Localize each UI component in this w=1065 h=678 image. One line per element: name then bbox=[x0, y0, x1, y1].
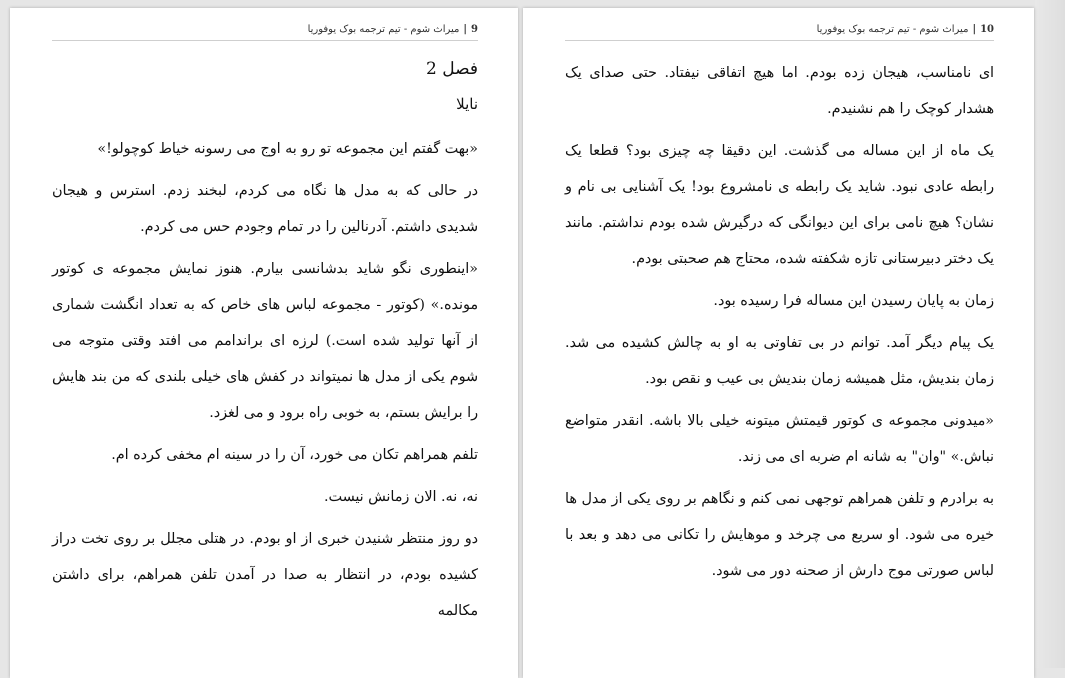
paragraph: دو روز منتظر شنیدن خبری از او بودم. در هتلی مجلل بر روی تخت دراز کشیده بودم، در انتظار به صدا در آمدن تلفن همراهم، برای داشتن مکالمه bbox=[52, 531, 478, 619]
paragraph: «میدونی مجموعه ی کوتور قیمتش میتونه خیلی بالا باشه. انقدر متواضع نباش.» "وان" به شانه ام ضربه ای می زند. bbox=[565, 413, 994, 465]
header-separator: | bbox=[463, 24, 468, 35]
paragraph: تلفم همراهم تکان می خورد، آن را در سینه ام مخفی کرده ام. bbox=[111, 447, 478, 463]
page-header bbox=[52, 22, 478, 41]
page-number: 9 bbox=[471, 24, 478, 35]
paragraph: «اینطوری نگو شاید بدشانسی بیارم. هنوز نمایش مجموعه ی کوتور مونده.» (کوتور - مجموعه لباس های خاص که به تعداد انگشت شماری از آنها تولید شده است.) لرزه ای براندامم می افتد وقتی متوجه می شوم یکی از مدل ها نمیتواند در کفش های خیلی بلندی که من بند هایش را برایش بستم، به خوبی راه برود و می لغزد. bbox=[52, 261, 478, 421]
paragraph: به برادرم و تلفن همراهم توجهی نمی کنم و نگاهم بر روی یکی از مدل ها خیره می شود. او سریع می چرخد و موهایش را تکانی می دهد و بعد با لباس صورتی موج دارش از صحنه دور می شود. bbox=[565, 491, 994, 579]
paragraph: ای نامناسب، هیجان زده بودم. اما هیچ اتفاقی نیفتاد. حتی صدای یک هشدار کوچک را هم نشنیدم. bbox=[565, 65, 994, 117]
header-separator: | bbox=[972, 24, 977, 35]
running-title: میراث شوم - تیم ترجمه بوک یوفوریا bbox=[307, 24, 460, 35]
chapter-title: فصل 2 bbox=[426, 59, 478, 79]
page-10 bbox=[523, 8, 1034, 678]
page-number: 10 bbox=[980, 24, 994, 35]
paragraph: یک پیام دیگر آمد. توانم در بی تفاوتی به او به چالش کشیده می شد. زمان بندیش، مثل همیشه زمان بندیش بی عیب و نقص بود. bbox=[565, 335, 994, 387]
paragraph: نه، نه. الان زمانش نیست. bbox=[323, 489, 478, 505]
page-9 bbox=[10, 8, 518, 678]
paragraph: زمان به پایان رسیدن این مساله فرا رسیده بود. bbox=[713, 293, 994, 309]
chapter-subtitle: نایلا bbox=[456, 95, 478, 113]
page-header bbox=[565, 22, 994, 41]
viewer-scroll-track[interactable] bbox=[1035, 0, 1065, 668]
paragraph: در حالی که به مدل ها نگاه می کردم، لبخند زدم. استرس و هیجان شدیدی داشتم. آدرنالین را در تمام وجودم حس می کردم. bbox=[52, 183, 478, 235]
running-title: میراث شوم - تیم ترجمه بوک یوفوریا bbox=[816, 24, 969, 35]
paragraph: «بهت گفتم این مجموعه تو رو به اوج می رسونه خیاط کوچولو!» bbox=[97, 141, 478, 157]
paragraph: یک ماه از این مساله می گذشت. این دقیقا چه چیزی بود؟ قطعا یک رابطه عادی نبود. شاید یک رابطه ی نامشروع بود! یک آشنایی بی نام و نشان؟ هیچ نامی برای این دیوانگی که درگیرش شده بودم نداشتم. مانند یک دختر دبیرستانی تازه شکفته شده، محتاج هم صحبتی بودم. bbox=[565, 143, 994, 267]
